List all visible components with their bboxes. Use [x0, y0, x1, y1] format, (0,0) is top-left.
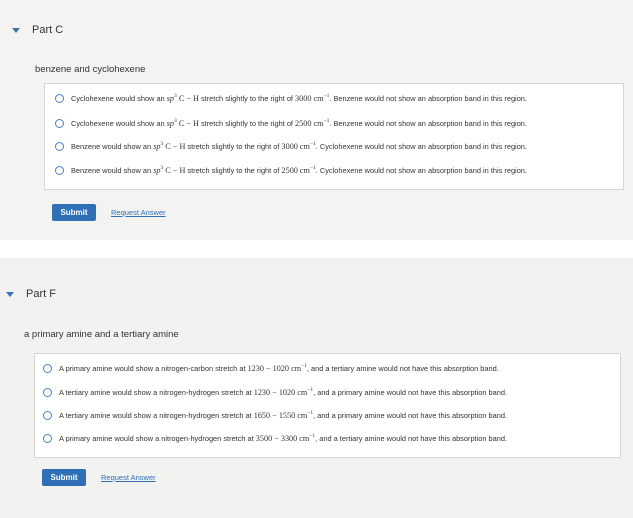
part-c-title: Part C [32, 24, 64, 36]
option-text: Cyclohexene would show an [71, 93, 165, 103]
radio-button[interactable] [55, 166, 64, 175]
wavenumber-exp: −1 [323, 118, 330, 124]
formula-sp: sp [166, 119, 175, 128]
formula-sp: sp [166, 94, 175, 103]
collapse-caret-icon[interactable] [6, 292, 14, 297]
option-text: Benzene would show an [71, 141, 152, 151]
wavenumber: 2500 cm [281, 166, 310, 175]
option-text: , and a tertiary amine would not have this absorption band. [306, 363, 499, 373]
request-answer-link[interactable]: Request Answer [101, 473, 156, 482]
radio-button[interactable] [55, 142, 64, 151]
option-text: stretch slightly to the right of [187, 141, 280, 151]
formula-sup: 3 [160, 165, 164, 171]
option-text: A tertiary amine would show a nitrogen-hydrogen stretch at [59, 387, 252, 397]
part-f-option-1[interactable] [43, 363, 499, 373]
wavenumber-exp: −1 [307, 387, 314, 393]
part-f-header[interactable] [6, 288, 56, 300]
option-text: , and a primary amine would not have this absorption band. [313, 387, 508, 397]
part-f-option-4[interactable] [43, 433, 507, 443]
option-text: Cyclohexene would show an [71, 118, 165, 128]
option-text: , and a primary amine would not have this absorption band. [313, 410, 508, 420]
wavenumber-range: 1230 − 1020 cm [247, 364, 302, 373]
radio-button[interactable] [43, 434, 52, 443]
submit-button[interactable]: Submit [52, 204, 96, 221]
option-text: stretch slightly to the right of [200, 93, 293, 103]
wavenumber-exp: −1 [301, 363, 307, 369]
part-c-option-2[interactable] [55, 118, 527, 128]
part-c-options-box [44, 83, 624, 190]
submit-button[interactable]: Submit [42, 469, 86, 486]
part-c-option-4[interactable] [55, 165, 527, 175]
option-text: . Cyclohexene would not show an absorption band in this region. [315, 141, 527, 151]
option-text: , and a tertiary amine would not have this absorption band. [315, 433, 508, 443]
part-c-prompt: benzene and cyclohexene [35, 64, 146, 75]
formula-sup: 3 [174, 93, 177, 99]
option-text: . Benzene would not show an absorption band in this region. [329, 118, 527, 128]
part-f-option-2[interactable] [43, 387, 507, 397]
option-text: . Cyclohexene would not show an absorption band in this region. [315, 165, 527, 175]
option-text: A primary amine would show a nitrogen-carbon stretch at [59, 363, 246, 373]
option-text: Benzene would show an [71, 165, 152, 175]
part-f-panel [0, 258, 633, 518]
radio-button[interactable] [43, 364, 52, 373]
formula-ch: C − H [165, 166, 186, 175]
part-c-option-3[interactable] [55, 141, 527, 151]
option-text: A primary amine would show a nitrogen-hydrogen stretch at [59, 433, 254, 443]
wavenumber-range: 3500 − 3300 cm [255, 434, 310, 443]
radio-button[interactable] [55, 94, 64, 103]
formula-ch: C − H [165, 142, 186, 151]
option-text: stretch slightly to the right of [200, 118, 293, 128]
request-answer-link[interactable]: Request Answer [111, 208, 166, 217]
wavenumber: 3000 cm [281, 142, 310, 151]
wavenumber-exp: −1 [309, 141, 316, 147]
formula-sp: sp [153, 166, 161, 175]
part-f-prompt: a primary amine and a tertiary amine [24, 329, 179, 340]
wavenumber: 3000 cm [295, 94, 324, 103]
radio-button[interactable] [43, 388, 52, 397]
part-f-options-box [34, 353, 621, 458]
formula-sup: 3 [160, 141, 164, 147]
radio-button[interactable] [43, 411, 52, 420]
formula-ch: C − H [178, 119, 199, 128]
wavenumber-exp: −1 [309, 165, 316, 171]
option-text: . Benzene would not show an absorption band in this region. [329, 93, 527, 103]
option-text: stretch slightly to the right of [187, 165, 280, 175]
option-text: A tertiary amine would show a nitrogen-hydrogen stretch at [59, 410, 252, 420]
wavenumber-exp: −1 [323, 93, 330, 99]
formula-sup: 3 [174, 118, 177, 124]
wavenumber: 2500 cm [295, 119, 324, 128]
radio-button[interactable] [55, 119, 64, 128]
part-c-panel [0, 0, 633, 240]
part-f-title: Part F [26, 288, 56, 300]
formula-ch: C − H [178, 94, 199, 103]
wavenumber-exp: −1 [309, 433, 316, 439]
formula-sp: sp [153, 142, 161, 151]
wavenumber-range: 1650 − 1550 cm [253, 411, 308, 420]
collapse-caret-icon[interactable] [12, 28, 20, 33]
part-c-header[interactable] [12, 24, 63, 36]
wavenumber-range: 1230 − 1020 cm [253, 388, 308, 397]
wavenumber-exp: −1 [307, 410, 314, 416]
part-f-option-3[interactable] [43, 410, 507, 420]
part-c-option-1[interactable] [55, 93, 527, 103]
